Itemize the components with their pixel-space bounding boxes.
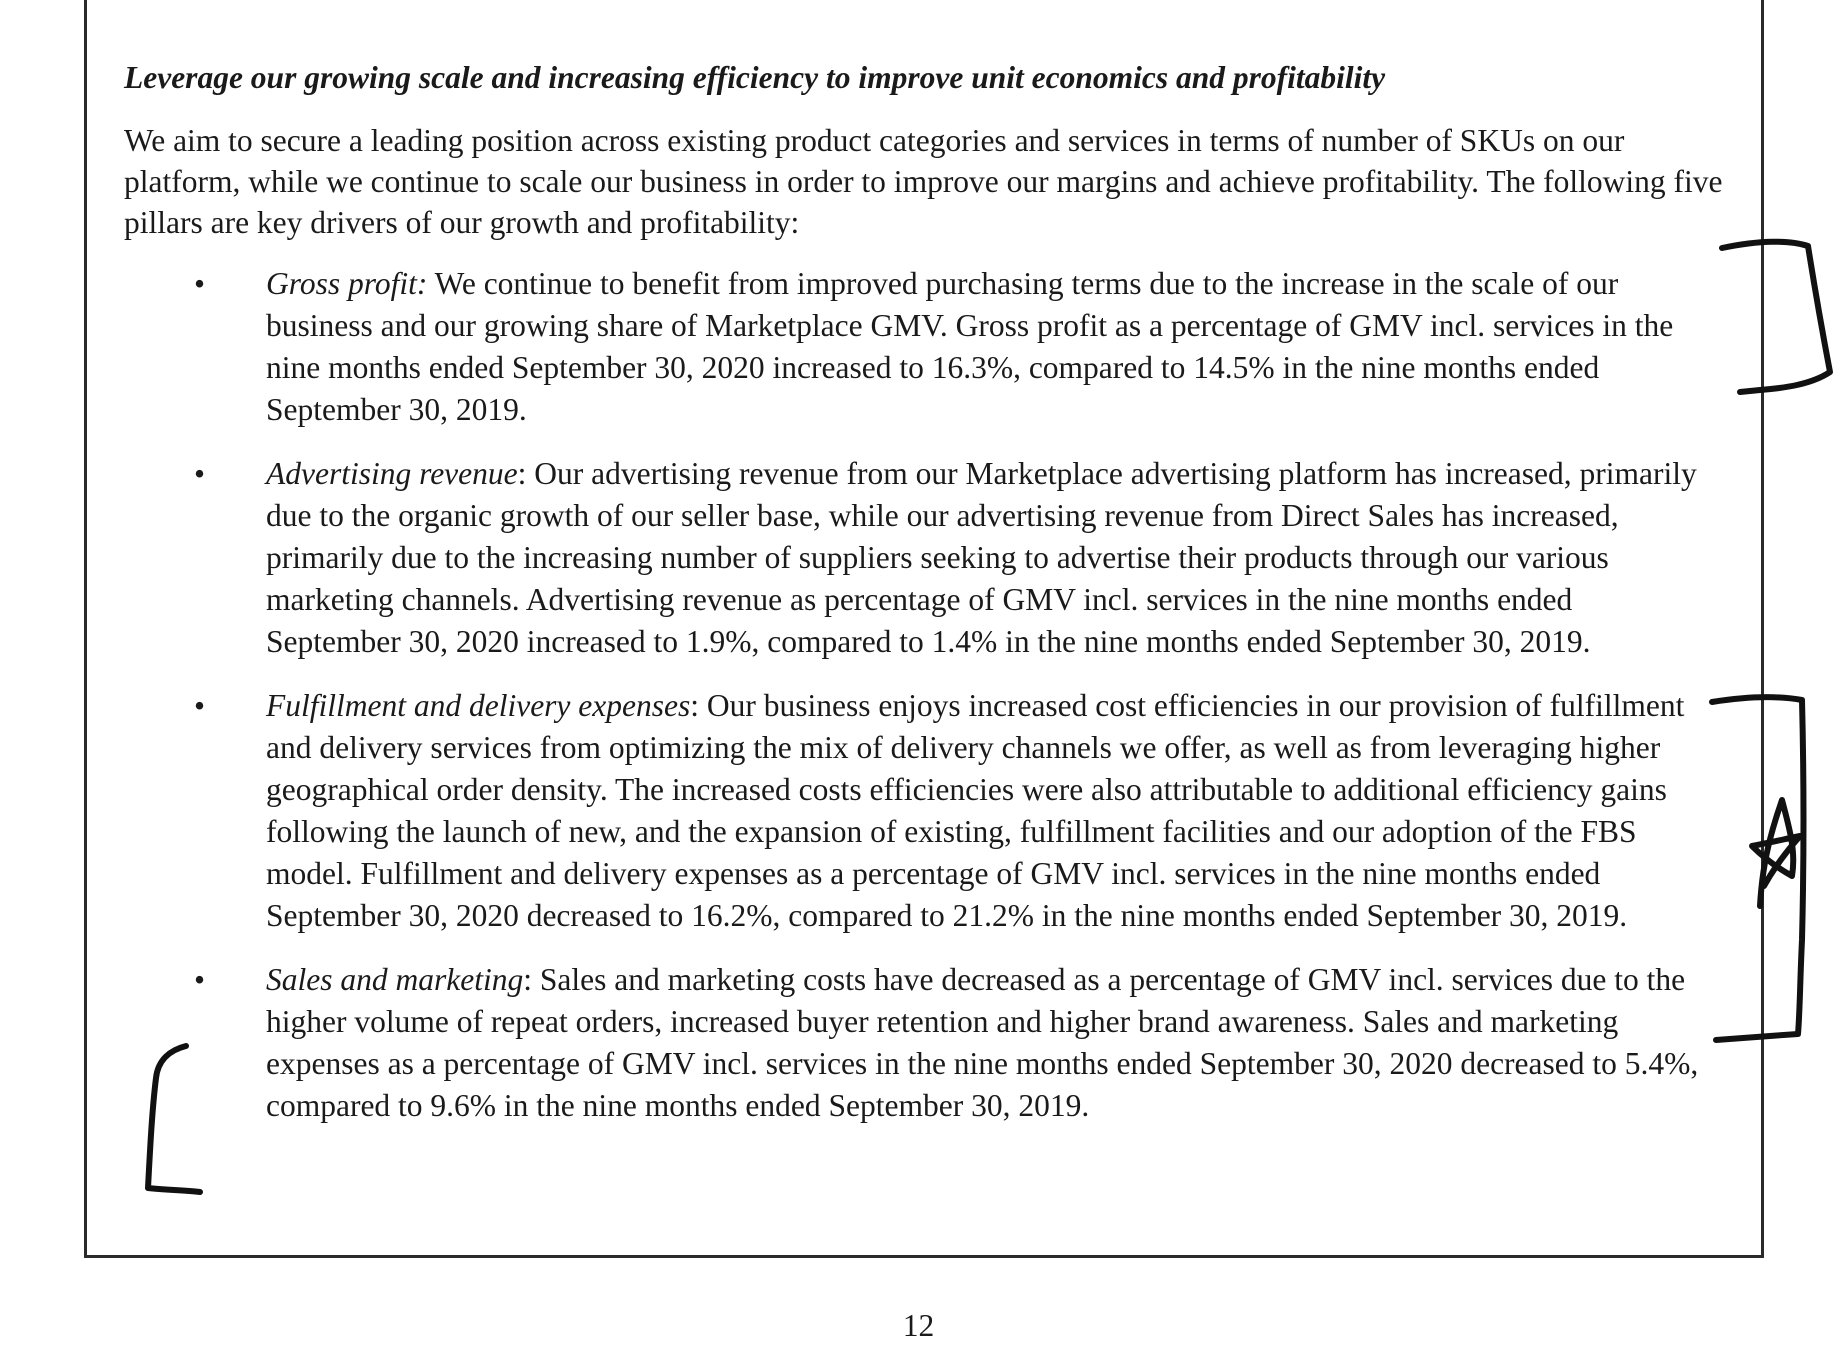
bullet-text: We continue to benefit from improved purchasing terms due to the increase in the scale of our business and our growing share of Marketplace GMV. Gross profit as a percentage of GMV incl. services in the nine months ended September 30, 2020 increased to 16.3%, compared to 14.5% in the nine months ended September 30, 2019. bbox=[266, 266, 1674, 427]
pillars-list bbox=[124, 263, 1724, 1127]
list-item-advertising-revenue bbox=[124, 453, 1704, 663]
list-item-sales-marketing bbox=[124, 959, 1704, 1127]
document-body bbox=[124, 58, 1724, 1149]
bullet-text: : Sales and marketing costs have decreased as a percentage of GMV incl. services due to the higher volume of repeat orders, increased buyer retention and higher brand awareness. Sales and marketing expenses as a percentage of GMV incl. services in the nine months ended September 30, 2020 decreased to 5.4%, compared to 9.6% in the nine months ended September 30, 2019. bbox=[266, 962, 1699, 1123]
bullet-term: Advertising revenue bbox=[266, 456, 518, 491]
bullet-icon: • bbox=[194, 266, 206, 301]
page-number: 12 bbox=[902, 1308, 935, 1343]
bullet-text: : Our business enjoys increased cost efficiencies in our provision of fulfillment and delivery services from optimizing the mix of delivery channels we offer, as well as from leveraging higher geographical order density. The increased costs efficiencies were also attributable to additional efficiency gains following the launch of new, and the expansion of existing, fulfillment facilities and our adoption of the FBS model. Fulfillment and delivery expenses as a percentage of GMV incl. services in the nine months ended September 30, 2020 decreased to 16.2%, compared to 21.2% in the nine months ended September 30, 2019. bbox=[266, 688, 1685, 933]
bullet-icon: • bbox=[194, 962, 206, 997]
section-heading: Leverage our growing scale and increasing efficiency to improve unit economics and profitability bbox=[124, 60, 1386, 95]
bullet-term: Fulfillment and delivery expenses bbox=[266, 688, 691, 723]
bullet-icon: • bbox=[194, 456, 206, 491]
intro-paragraph: We aim to secure a leading position across existing product categories and services in terms of number of SKUs on our platform, while we continue to scale our business in order to improve our margins and achieve profitability. The following five pillars are key drivers of our growth and profitability: bbox=[124, 123, 1723, 240]
bullet-term: Sales and marketing bbox=[266, 962, 524, 997]
list-item-gross-profit bbox=[124, 263, 1704, 431]
bullet-term: Gross profit: bbox=[266, 266, 428, 301]
bullet-text: : Our advertising revenue from our Marketplace advertising platform has increased, primarily due to the organic growth of our seller base, while our advertising revenue from Direct Sales has increased, primarily due to the increasing number of suppliers seeking to advertise their products through our various marketing channels. Advertising revenue as percentage of GMV incl. services in the nine months ended September 30, 2020 increased to 1.9%, compared to 1.4% in the nine months ended September 30, 2019. bbox=[266, 456, 1697, 659]
bullet-icon: • bbox=[194, 688, 206, 723]
list-item-fulfillment-delivery bbox=[124, 685, 1704, 937]
